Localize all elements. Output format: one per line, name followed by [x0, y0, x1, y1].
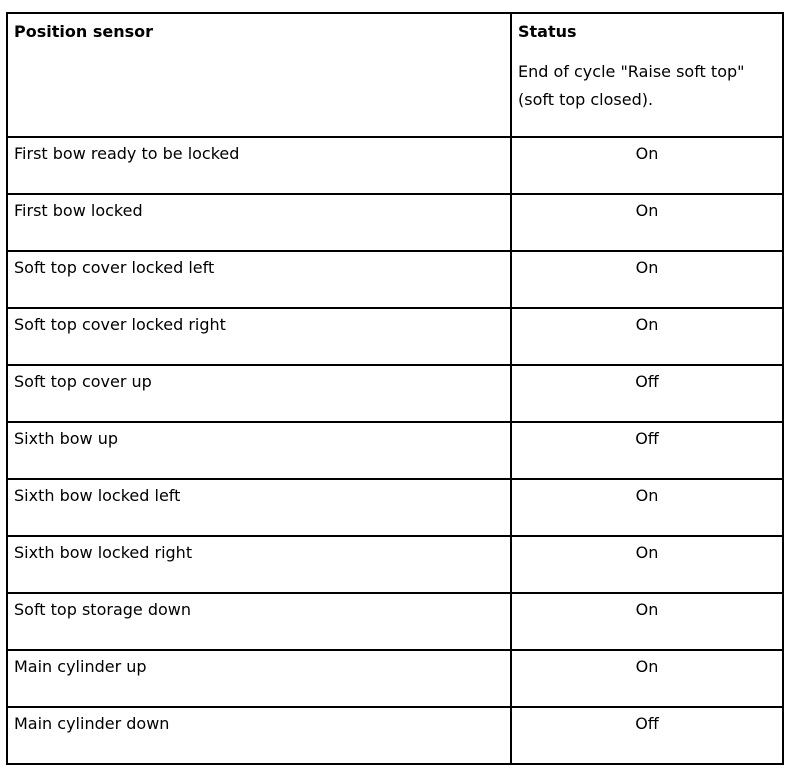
status-cell: On [511, 650, 783, 707]
status-cell: Off [511, 365, 783, 422]
sensor-cell: Sixth bow up [7, 422, 511, 479]
status-cell: Off [511, 422, 783, 479]
sensor-cell: Main cylinder up [7, 650, 511, 707]
sensor-cell: First bow locked [7, 194, 511, 251]
table-row [7, 308, 783, 365]
table-row [7, 251, 783, 308]
sensor-cell: Main cylinder down [7, 707, 511, 764]
table-row [7, 422, 783, 479]
table-row [7, 707, 783, 764]
header-status-label: Status [518, 22, 577, 41]
table-row [7, 137, 783, 194]
table-row [7, 593, 783, 650]
status-cell: On [511, 536, 783, 593]
sensor-cell: Soft top cover up [7, 365, 511, 422]
status-cell: Off [511, 707, 783, 764]
status-cell: On [511, 137, 783, 194]
sensor-cell: Soft top storage down [7, 593, 511, 650]
sensor-cell: Soft top cover locked left [7, 251, 511, 308]
status-cell: On [511, 251, 783, 308]
table-row [7, 536, 783, 593]
header-position-sensor [7, 13, 511, 137]
status-cell: On [511, 479, 783, 536]
status-cell: On [511, 308, 783, 365]
status-cell: On [511, 194, 783, 251]
table-row [7, 194, 783, 251]
sensor-cell: First bow ready to be locked [7, 137, 511, 194]
table-header-row [7, 13, 783, 137]
table-row [7, 650, 783, 707]
status-note: End of cycle "Raise soft top" (soft top closed). [518, 62, 745, 109]
sensor-cell: Sixth bow locked right [7, 536, 511, 593]
status-cell: On [511, 593, 783, 650]
header-position-sensor-label: Position sensor [14, 22, 153, 41]
sensor-cell: Sixth bow locked left [7, 479, 511, 536]
table-row [7, 365, 783, 422]
sensor-cell: Soft top cover locked right [7, 308, 511, 365]
header-status [511, 13, 783, 137]
table-row [7, 479, 783, 536]
position-sensor-table [6, 12, 784, 765]
